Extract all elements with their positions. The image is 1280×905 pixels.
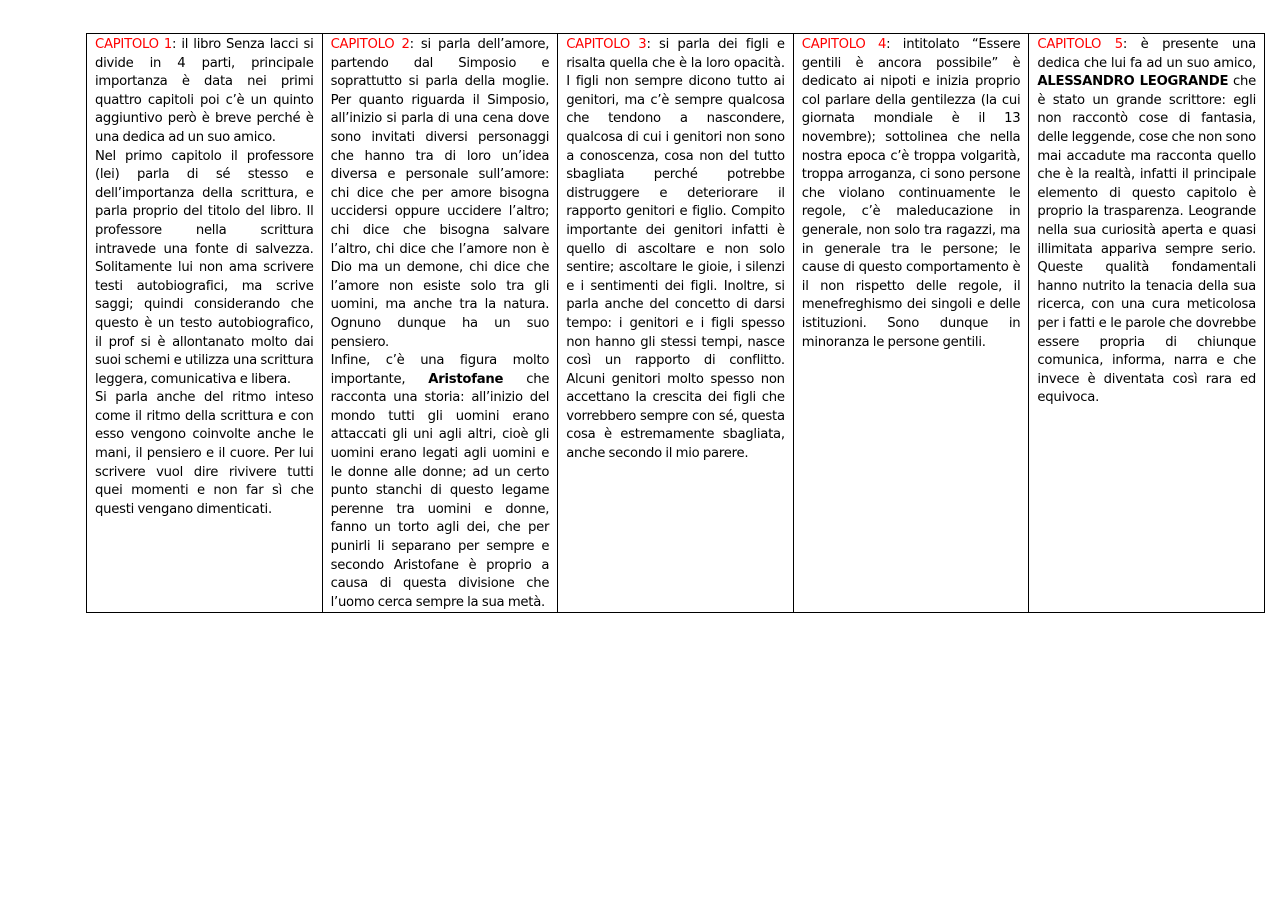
chapter-4-intro: : intitolato “Essere gentili è ancora possibile” è dedicato ai nipoti e inizia proprio col parlare della gentilezza (la cui giornata mondiale è il 13 novembre); sottolinea che nella nostra epoca c’è troppa volgarità, troppa arroganza, ci sono persone che violano continuamente le regole, c’è maleducazione in generale, non solo tra ragazzi, ma in generale tra le persone; le cause di questo comportamento è il non rispetto delle regole, il menefreghismo dei singoli e delle istituzioni. Sono dunque in minoranza le persone gentili. [801,37,1021,350]
table-row [87,34,1265,613]
chapter-5-cell [1029,34,1265,613]
chapter-1-cell [87,34,323,613]
aristofane-name: Aristofane [428,371,504,387]
chapter-1-paragraph-1 [95,36,314,148]
chapter-3-intro: : si parla dei figli e risalta quella che è la loro opacità. I figli non sempre dicono tutto ai genitori, ma c’è sempre qualcosa che tendono a nascondere, qualcosa di cui i genitori non sono a conoscenza, cosa non del tutto sbagliata perché potrebbe distruggere e deteriorare il rapporto genitori e figlio. Compito importante dei genitori infatti è quello di ascoltare e non solo sentire; ascoltare le gioie, i silenzi e i sentimenti dei figli. Inoltre, si parla anche del concetto di darsi tempo: i genitori e i figli spesso non hanno gli stessi tempi, nasce così un rapporto di conflitto. Alcuni genitori molto spesso non accettano la crescita dei figli che vorrebbero sempre con sé, questa cosa è estremamente sbagliata, anche secondo il mio parere. [566,37,785,462]
chapter-2-p2-before: Infine, c’è una figura molto importante, [330,353,550,387]
chapter-2-paragraph-1 [331,36,550,352]
chapter-1-paragraph-2: Nel primo capitolo il professore (lei) parla di sé stesso e dell’importanza della scrittura, e parla proprio del titolo del libro. Il professore nella scrittura intravede una fonte di salvezza. Solitamente lui non ama scrivere testi autobiografici, ma scrive saggi; quindi considerando che questo è un testo autobiografico, il prof si è allontanato molto dai suoi schemi e utilizza una scrittura leggera, comunicativa e libera. [95,148,314,387]
chapter-3-paragraph-1 [566,36,785,464]
leogrande-name: ALESSANDRO LEOGRANDE [1037,74,1229,90]
chapter-5-paragraph-1 [1037,36,1256,408]
chapter-2-paragraph-2 [331,352,550,612]
chapter-2-intro: : si parla dell’amore, partendo dal Simposio e soprattutto si parla della moglie. Per quanto riguarda il Simposio, all’inizio si parla di una cena dove sono invitati diversi personaggi che hanno tra di loro un’idea diversa e personale sull’amore: chi dice che per amore bisogna uccidersi oppure uccidere l’altro; chi dice che bisogna salvare l’altro, chi dice che l’amore non è Dio ma un demone, chi dice che l’amore non esiste solo tra gli uomini, ma anche tra la natura. Ognuno dunque ha un suo pensiero. [330,37,550,350]
chapter-5-intro-before: : è presente una dedica che lui fa ad un suo amico, [1037,37,1256,71]
chapter-3-cell [558,34,794,613]
chapter-4-label: CAPITOLO 4 [801,37,887,52]
chapter-2-cell [322,34,558,613]
chapter-summary-table [86,33,1265,613]
chapter-1-paragraph-3: Si parla anche del ritmo inteso come il ritmo della scrittura e con esso vengono coinvolte anche le mani, il pensiero e il cuore. Per lui scrivere vuol dire rivivere tutti quei momenti e non far sì che questi vengano dimenticati. [95,390,314,517]
chapter-1-intro: : il libro Senza lacci si divide in 4 parti, principale importanza è data nei primi quattro capitoli poi c’è un quinto aggiuntivo però è breve perché è una dedica ad un suo amico. [95,37,314,145]
chapter-4-paragraph-1 [802,36,1021,352]
chapter-2-label: CAPITOLO 2 [330,37,410,52]
chapter-1-label: CAPITOLO 1 [95,37,173,52]
chapter-4-cell [793,34,1029,613]
chapter-5-label: CAPITOLO 5 [1037,37,1123,52]
chapter-3-label: CAPITOLO 3 [566,37,647,52]
chapter-5-intro-after: che è stato un grande scrittore: egli non raccontò cose di fantasia, delle leggende, cose che non sono mai accadute ma racconta quello che è la realtà, infatti il principale elemento di questo capitolo è proprio la trasparenza. Leogrande nella sua curiosità aperta e quasi illimitata appariva sempre serio. Queste qualità fondamentali hanno nutrito la tenacia della sua ricerca, con una cura meticolosa per i fatti e le parole che dovrebbe essere propria di chiunque comunica, informa, narra e che invece è diventata così rara ed equivoca. [1037,74,1256,406]
chapter-2-p2-after: che racconta una storia: all’inizio del mondo tutti gli uomini erano attaccati gli uni agli altri, cioè gli uomini erano legati agli uomini e le donne alle donne; ad un certo punto stanchi di questo legame perenne tra uomini e donne, fanno un torto agli dei, che per punirli li separano per sempre e secondo Aristofane è proprio a causa di questa divisione che l’uomo cerca sempre la sua metà. [330,371,550,610]
